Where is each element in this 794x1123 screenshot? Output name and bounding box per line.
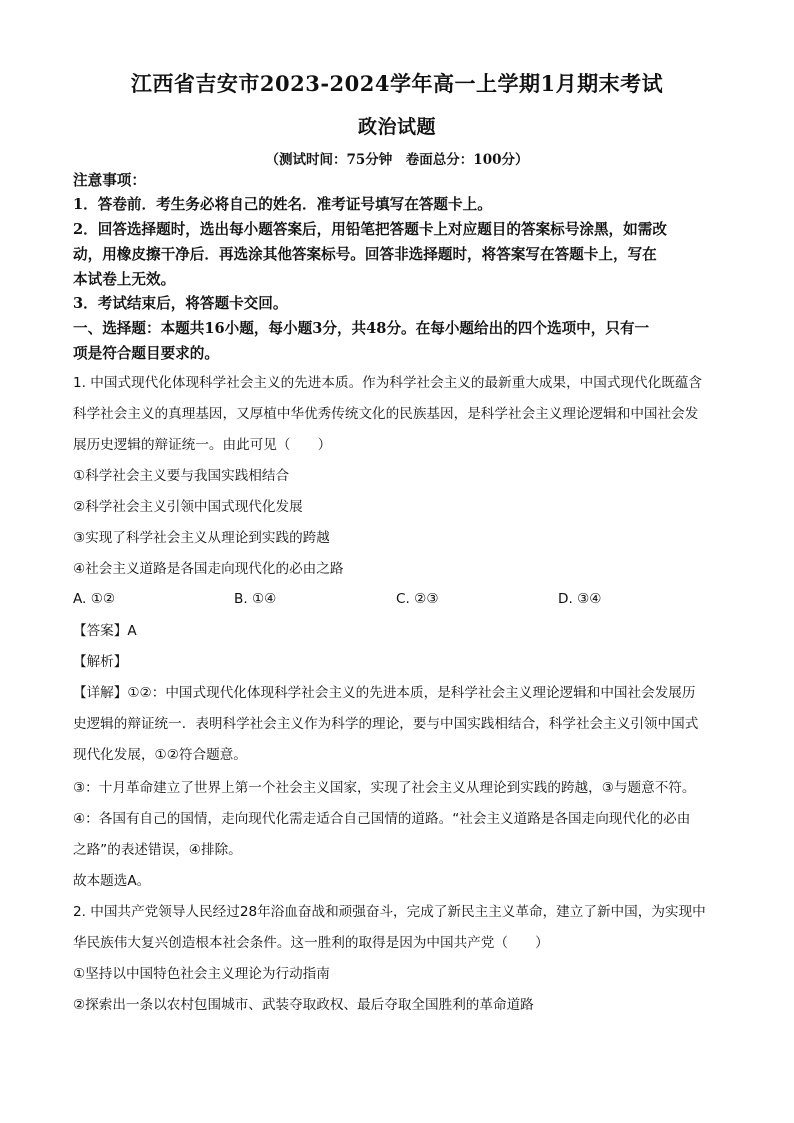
q1-stem-line-3: 展历史逻辑的辩证统一。由此可见（ ） — [73, 437, 332, 453]
section-heading-line-1: 一、选择题：本题共16小题，每小题3分，共48分。在每小题给出的四个选项中，只有一 — [73, 320, 650, 337]
exam-subject: 政治试题 — [357, 116, 436, 138]
q1-detail-line-4: ③：十月革命建立了世界上第一个社会主义国家，实现了社会主义从理论到实践的跨越，③与题意不符。 — [73, 780, 696, 796]
q1-statement-1: ①科学社会主义要与我国实践相结合 — [73, 468, 290, 484]
q1-detail-line-6: 之路”的表述错误，④排除。 — [73, 842, 242, 858]
exam-title: 江西省吉安市2023-2024学年高一上学期1月期末考试 — [130, 71, 664, 96]
q1-statement-2: ②科学社会主义引领中国式现代化发展 — [73, 499, 303, 515]
q1-option-b: B. ①④ — [234, 591, 277, 607]
q2-statement-1: ①坚持以中国特色社会主义理论为行动指南 — [73, 966, 330, 982]
q1-option-a: A. ①② — [73, 591, 116, 607]
notes-heading: 注意事项： — [73, 172, 146, 189]
q1-detail-line-2: 史逻辑的辩证统一．表明科学社会主义作为科学的理论，要与中国实践相结合，科学社会主义引领中国式 — [73, 716, 699, 732]
note-2-line-2: 动，用橡皮擦干净后．再选涂其他答案标号。回答非选择题时，将答案写在答题卡上，写在 — [73, 246, 657, 263]
q1-detail-line-7: 故本题选A。 — [73, 873, 151, 889]
q2-statement-2: ②探索出一条以农村包围城市、武装夺取政权、最后夺取全国胜利的革命道路 — [73, 997, 534, 1013]
q1-option-c: C. ②③ — [396, 591, 439, 607]
q1-detail-line-1: 【详解】①②：中国式现代化体现科学社会主义的先进本质，是科学社会主义理论逻辑和中国社会发展历 — [73, 685, 696, 701]
q1-statement-3: ③实现了科学社会主义从理论到实践的跨越 — [73, 530, 330, 546]
q1-statement-4: ④社会主义道路是各国走向现代化的必由之路 — [73, 561, 344, 577]
exam-meta: （测试时间：75分钟 卷面总分：100分） — [265, 152, 529, 168]
q1-stem-line-1: 1. 中国式现代化体现科学社会主义的先进本质。作为科学社会主义的最新重大成果，中国式现代化既蕴含 — [73, 375, 703, 391]
q2-stem-line-1: 2. 中国共产党领导人民经过28年浴血奋战和顽强奋斗，完成了新民主主义革命，建立了新中国，为实现中 — [73, 904, 706, 920]
q1-detail-line-5: ④：各国有自己的国情，走向现代化需走适合自己国情的道路。“社会主义道路是各国走向现代化的必由 — [73, 811, 691, 827]
note-3: 3．考试结束后，将答题卡交回。 — [73, 295, 288, 312]
note-2-line-1: 2．回答选择题时，选出每小题答案后，用铅笔把答题卡上对应题目的答案标号涂黑，如需改 — [73, 221, 667, 238]
q2-stem-line-2: 华民族伟大复兴创造根本社会条件。这一胜利的取得是因为中国共产党（ ） — [73, 935, 549, 951]
q1-analysis-label: 【解析】 — [73, 654, 128, 670]
q1-detail-line-3: 现代化发展，①②符合题意。 — [73, 747, 247, 763]
note-2-line-3: 本试卷上无效。 — [73, 271, 176, 288]
section-heading-line-2: 项是符合题目要求的。 — [73, 345, 219, 362]
q1-stem-line-2: 科学社会主义的真理基因，又厚植中华优秀传统文化的民族基因，是科学社会主义理论逻辑和中国社会发 — [73, 406, 699, 422]
q1-answer: 【答案】A — [73, 623, 137, 639]
q1-option-d: D. ③④ — [558, 591, 602, 607]
note-1: 1．答卷前．考生务必将自己的姓名．准考证号填写在答题卡上。 — [73, 196, 492, 213]
